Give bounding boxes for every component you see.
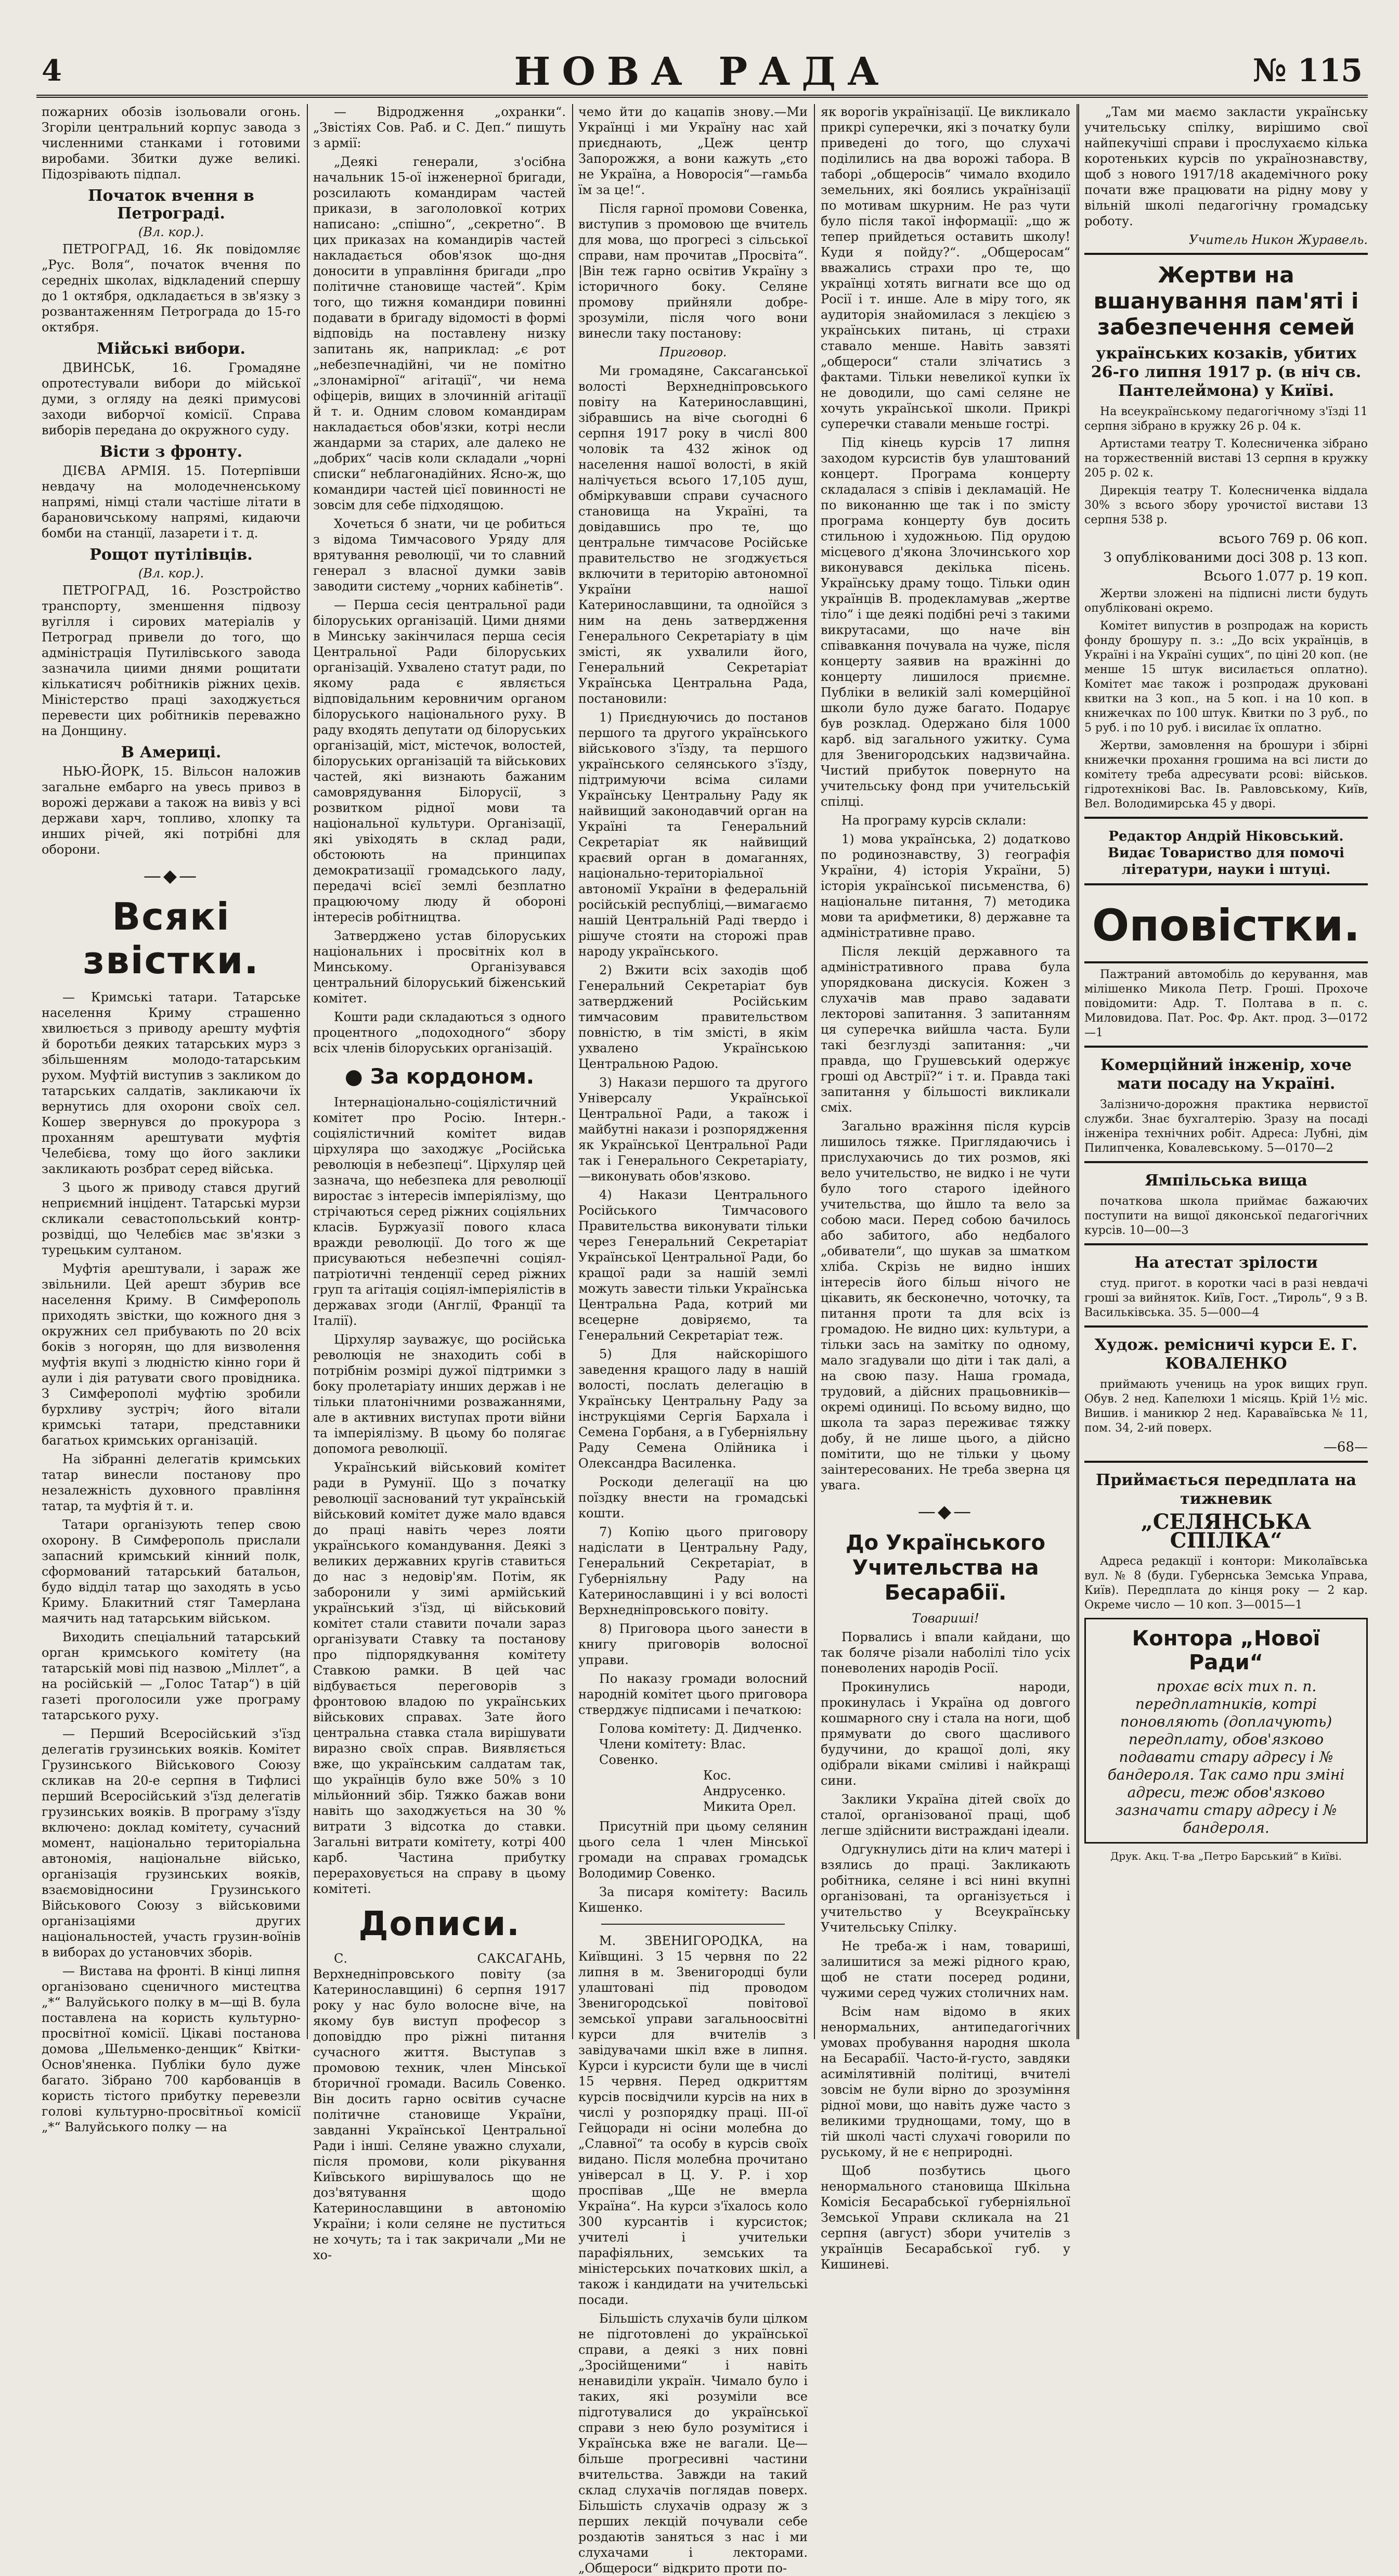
ad-title: Ямпільська вища [1145, 1171, 1307, 1190]
newspaper-title: НОВА РАДА [514, 49, 890, 94]
ad-text: приймають учениць на урок вищих груп. Обув. 2 нед. Капелюхи 1 місяць. Крій 1½ міс. Вишив. і маникюр 2 нед. Караваївська № 11, пом. 34, 2-ий поверх. [1084, 1378, 1368, 1435]
appeal-salutation: Товариші! [912, 1611, 979, 1626]
ad-title: Приймається передплата на тижневик [1096, 1471, 1356, 1508]
news-paragraph: Під кінець курсів 17 липня заходом курсистів був улаштований концерт. Програма концерту складалася з співів і декламацій. Не по виконанню ще так і по змісту програма концерту був досить стильною і художньою. Під орудою місцевого д'якона Злочинського хор виконувався декілька пісень. Українську драму тощо. Тільки один українців В. продекламував „жертве тіло“ і ще деякі подібні речі з такими викрутасами, що наче він співавкання почувала на чуже, після концерту заявив на вражінні до концерту лишилося приємне. Публіки в великій залі комерційної школи було дуже багато. Подарує був розклад. Одержано біля 1000 карб. від загального ужитку. Сума для Звенигородських надзвичайна. Чистий прибуток повернуто на учительську фонд при учительській спілці. [821, 435, 1070, 809]
page-number: 4 [42, 54, 62, 88]
column-1 [42, 104, 301, 2134]
news-paragraph: Цірхуляр зауважує, що російська революція не знаходить собі в потрібнім розмірі дужої підтримки з боку пролетаріату инших держав і не тільки платонічними розважаннями, але в активних виступах проти війни та імперіялізму. В цьому бо полягає допомога революції. [313, 1332, 566, 1456]
news-paragraph: Ми громадяне, Саксаганської волості Верхнедніпровського повіту на Катеринославщині, зібравшись на віче сьогодні 6 серпня 1917 року в числі 800 чоловік та 432 жінок од населення нашої волості, в якій налічується всього 17,105 душ, обміркувавши справи сучасного становища на Україні, та довідавшись про те, що центральне тимчасове Російське правительство не згоджується включити в територію автономної України нашої Катеринославщини, та одноїйся з ним на день затвердження Генерального Секретаріату в цім змісті, як ухвалили його, Генеральний Секретаріат Українська Центральна Рада, постановили: [578, 364, 808, 706]
news-paragraph: Присутній при цьому селянин цього села 1 член Мінської громади на справах громадськ Володимир Совенко. [578, 1819, 808, 1881]
ad-text: початкова школа приймає бажаючих поступити на вищої дяконської педагогічних курсів. 10—00—3 [1084, 1195, 1368, 1237]
news-paragraph: 5) Для найскорішого заведення кращого ладу в нашій волості, послать делегацію в Українську Центральну Раду за інструкціями Сергія Бархала і Семена Горбаня, а в Губерніяльну Раду Семена Олійника і Олександра Василенка. [578, 1347, 808, 1471]
committee-signatures [599, 1721, 808, 1814]
news-paragraph: ДІЄВА АРМІЯ. 15. Потерпівши невдачу на молодечненському напрямі, німці стали частіше літати в барановичському напрямі, кидаючи бомби на станції, лазарети і т. д. [42, 463, 301, 540]
news-headline: Вісти з фронту. [99, 443, 243, 461]
news-paragraph: Щоб позбутись цього ненормального становища Шкільна Комісія Бесарабської губерніяльної Земської Управи скликала на 21 серпня (август) збори учителів з українців Бесарабської губ. у Кишиневі. [821, 2163, 1070, 2272]
ornament-divider: —◆— [917, 1501, 974, 1522]
section-title-news: Всякі звістки. [83, 895, 260, 982]
news-paragraph: Кошти ради складаються з одного процентного „подоходного“ збору всіх членів білоруських організацій. [313, 1010, 566, 1055]
news-paragraph: Загально вражіння після курсів лишилось тяжке. Приглядаючись і прислухаючись до тих розмов, які вело учительство, не видко і не чути було того старого ідейного учительства, що йшло та вело за собою маси. Перед собою бачилось або забитого, або недбалого „обиватели“, що шукав за шматком хліба. Скрізь не видно інших інтересів його більш нічого не цікавить, як бесконечно, чоточку, та питання проти та для всіх із громадою. Не видно цих: культури, а тільки зась на замітку по одному, мало згадували що діти і так далі, а на свою пазу. Наша громада, трудовий, а дійсних працьовників—окремі одиниці. По всьому видно, що школа та зараз переживає тяжку добу, й не лише цього, а дійсно помітити, що не тільки у цьому заінтересованих. Не треба зверна ця увага. [821, 1119, 1070, 1492]
news-paragraph: Муфтія арештували, і зараж же звільнили. Цей арешт збурив все населення Криму. В Симферополь приходять звістки, що кожного дня з окружних сел прибувають по 20 всіх боків з ногорян, що для визволення муфтія вкупі з людністю кінно гори й аули і дія ратувати свого провідника. З Симферополі муфтію зробили бурхливу зустріч; його вітали кримські татари, представники багатьох кримських організацій. [42, 1261, 301, 1448]
news-paragraph: — Перша сесія центральної ради білоруських організацій. Цими днями в Минську закінчилася перша сесія Центральної Ради білоруських організацій. Ухвалено статут ради, по якому рада є являється відповідальним керовничим органом білоруського національного руху. В раду входять депутати од білоруських організацій, міст, містечок, волостей, білоруських організацій та військових частей, які визнають бажаним самоврядування Білорусії, з розвитком рідної мови та національної культури. Організації, які увіходять в склад ради, обстоюють на принципах демократизації громадського ладу, передачі всієї землі безплатно працюючому люду й обороні інтересів робітництва. [313, 598, 566, 924]
news-paragraph: Порвались і впали кайдани, що так боляче різали наболілі тіло усіх поневолених народів Росії. [821, 1630, 1070, 1676]
news-headline: Мійські вибори. [97, 340, 245, 358]
news-paragraph: Всім нам відомо в яких ненормальних, антипедагогічних умовах пробування народня школа на Бесарабії. Часто-й-густо, завдяки асимілятивній політиці, вчителі зовсім не були вірно до зрозуміння рідної мови, що навіть дуже часто з великими труднощами, тому, що в тій школі часті слухачі говорили по руському, й не є неприродні. [821, 2004, 1070, 2159]
news-source: (Вл. кор.). [138, 225, 204, 239]
masthead [36, 49, 1368, 96]
news-paragraph: 2) Вжити всіх заходів щоб Генеральний Секретаріат був затверджений Російським тимчасовим правительством повністю, в тім змісті, в якім ухвалено Українською Центральною Радою. [578, 963, 808, 1071]
ad-text: Адреса редакції і контори: Миколаївська вул. № 8 (буди. Губернська Земська Управа, Київ). Передплата до кінця року — 2 кар. Окреме число — 10 коп. 3—0015—1 [1084, 1555, 1368, 1612]
news-paragraph: Після гарної промови Совенка, виступив з промовою ще вчитель для мова, що прогресі з сільської справи, нам прочитав „Просвіта“. |Він теж гарно освітив Україну з історичного боку. Селяне промову прийняли добре-зрозуміли, після чого вони винесли таку постанову: [578, 201, 808, 341]
column-divider [1077, 104, 1079, 2039]
donation-line: На всеукраїнському педагогічному з'їзді 11 серпня зібрано в кружку 26 р. 04 к. [1084, 405, 1368, 433]
column-divider [814, 104, 815, 2039]
news-paragraph: ПЕТРОГРАД, 16. Як повідомляє „Рус. Воля“, початок вчення по середніх школах, відкладений спершу до 1 октября, одкладається в зв'язку з розвантаженням Петрограда до 15-го октября. [42, 242, 301, 334]
donation-line: Жертви, замовлення на брошури і збірні книжечки прохання грошима на всі листи до комітету треба адресувати рсові: військов. гідротехнікові Вас. Ів. Равловському, Київ, Вел. Володимирська 45 у дворі. [1084, 739, 1368, 810]
news-paragraph: 8) Приговора цього занести в книгу приговорів волосної управи. [578, 1621, 808, 1667]
issue-number: № 115 [1252, 53, 1363, 89]
news-paragraph: ПЕТРОГРАД, 16. Розстройство транспорту, зменшення підвозу вугілля і сирових матеріалів у Петроград привели до того, що адміністрація Путилівського завода зазначила циими днями рощитати кількатисяч робітників ріжних цехів. Міністерство праці заходжується перевести цих робітників переважно на Донщину. [42, 583, 301, 738]
donation-total: всього 769 р. 06 коп. [1219, 531, 1368, 547]
news-paragraph: чемо йти до кацапів знову.—Ми Українці і ми Україну нас хай приєднають, „Цеж центр Запорожжя, а вони кажуть „єто не Україна, а Новоросія“—гамьба їм за це!“. [578, 105, 808, 197]
advertisements-title: Оповістки. [1092, 900, 1361, 951]
news-paragraph: Український військовий комітет ради в Румунії. Що з початку революції заснований тут українській військовий комітет дуже мало вдався до праці навіть через лояти українського командування. Деякі з великих державних кругів ставиться до нас з недовір'ям. Потім, як заборонили у зимі армійський український з'їзд, ці військовий комітет стали ставити почали зараз організувати Ставку та постанову про підпорядкування комітету Ставкою рамки. В цей час відбувається переговорів з фронтовою владою по українських військових справах. Зате його центральна ставка стала вирішувати виразно своїх справ. Виявляється вже, що українським салдатам так, що українців було вже 50% з 10 мільйонний збір. Тяжко бажав вони навіть що заходжується на 30 % витрати 3 відсотка до ставки. Загальні витрати комітету, котрі 400 карб. Частина прибутку перераховується на справу в цьому комітеті. [313, 1460, 566, 1896]
news-paragraph: На зібранні делегатів кримських татар винесли постанову про незалежність духовного правління татар, та муфтія й т. и. [42, 1452, 301, 1513]
donation-total: Всього 1.077 р. 19 коп. [1203, 569, 1368, 584]
news-paragraph: пожарних обозів ізольовали огонь. Згоріли центральний корпус завода з численними станками і готовими виробами. Збитки дуже великі. Підозрівають підпал. [42, 105, 301, 182]
donation-line: Жертви зложені на підписні листи будуть опубліковані окремо. [1084, 587, 1368, 615]
office-notice-title: Контора „Нової Ради“ [1132, 1627, 1320, 1675]
news-paragraph: Хочеться б знати, чи це робиться з відома Тимчасового Уряду для врятування революції, чи то славний генерал з власної думки завів заводити систему „чорних кабінетів“. [313, 517, 566, 594]
office-notice-box [1084, 1618, 1368, 1844]
news-paragraph: Затверджено устав білоруських національних і просвітніх кол в Минському. Організувався центральний білоруський біженський комітет. [313, 929, 566, 1006]
news-paragraph: Після лекцій державного та адміністративного права була упорядкована дискусія. Кожен з слухачів мав право задавати лекторові запитання. З запитанням ця суперечка вийшла часта. Були такі безглузді запитання: „чи правда, що Грушевський одержує гроші од Австрії?“ і т. и. Правда такі запитання у більшості викликали сміх. [821, 944, 1070, 1115]
editor-credit: Редактор Андрій Ніковський. Видає Товариство для помочі літератури, науки і штуці. [1108, 829, 1344, 878]
news-paragraph: Виходить спеціальний татарський орган кримського комітету (на татарській мові під назвою „Міллет“, а на російській — „Голос Татар“) в цій газеті проголосили уже програму татарського руху. [42, 1630, 301, 1722]
committee-line: Голова комітету: Д. Дидченко. [599, 1721, 802, 1736]
appeal-title: До Українського Учительства на Бесарабії. [845, 1531, 1045, 1605]
news-paragraph: — Перший Всеросійський з'їзд делегатів грузинських вояків. Комітет Грузинського Військового Союзу скликав на 20-е серпня в Тифлисі перший Всеросійський з'їзд делегатів грузинських вояків. В програму з'їзду включено: доклад комітету, сучасний момент, національно територіальна автономія, національне військо, організація грузинських вояків, взаємовідносини Грузинського Військового Союзу з військовими організаціями других національностей, участь грузин-воїнів в виборах до установчих зборів. [42, 1727, 301, 1960]
header-rule [36, 95, 1368, 98]
news-paragraph: С. САКСАГАНЬ, Верхнедніпровського повіту (за Катеринославщині) 6 серпня 1917 року у нас було волосне віче, на якому був виступ професор з доповіддю про ріжні питання сучасного життя. Выступав з промовою техник, член Мінської бторичної громади. Василь Совенко. Він досить гарно освітив сучасне політичне становище України, завданні Української Центральної Ради і інші. Селяне уважно слухали, після промови, коли рікування Київського вирішувалось що не доз'вятування щодо Катеринославщини в автономію України; і коли селяне не пуститься не хочуть; та і так закричали „Ми не хо- [313, 1951, 566, 2262]
news-paragraph: Татари організують тепер свою охорону. В Симферополь прислали запасний кримський кінний полк, сформований татарський батальон, будо відділ татар що заходять в усьо Криму. Блакитний стяг Тамерлана маячить над татарським військом. [42, 1517, 301, 1626]
section-title-abroad: ● За кордоном. [344, 1065, 535, 1089]
news-paragraph: — Вистава на фронті. В кінці липня організовано сценичного мистецтва „*“ Валуйського полку в м—щі В. була поставлена на користь культурно-просвітної комісії. Цікаві постанова домова „Шельменко-денщик“ Квітки-Основ'яненка. Публіки було дуже багато. Зібрано 700 карбованців в користь тістого прибутку перевезли голові культурно-просвітньої комісії „*“ Валуйського полку — на [42, 1964, 301, 2134]
column-divider [572, 104, 573, 2039]
column-5 [1084, 104, 1368, 2060]
news-paragraph: Роскоди делегації на цю поїздку внести на громадські кошти. [578, 1475, 808, 1521]
committee-line: Кос. Андрусенко. [703, 1768, 786, 1798]
ad-text: Залізничо-дорожня практика нервистої служби. Знає бухгалтерію. Зразу на посаді інженіра технічних робіт. Адреса: Лубні, дім Пилипченка, Ковалевському. 5—0170—2 [1084, 1098, 1368, 1155]
author-signature: Учитель Никон Журавель. [1189, 233, 1368, 247]
news-paragraph: 7) Копію цього приговору надіслати в Центральну Раду, Генеральний Секретаріат, в Губерніяльну Раду на Катеринославщині і у всі волості Верхнедніпровського повіту. [578, 1525, 808, 1617]
column-3 [578, 104, 808, 2575]
news-paragraph: Більшість слухачів були цілком не підготовлені до української справи, а деякі з них повні „Зросійщеними“ і навіть ненавиділи україн. Чимало було і таких, які розуміли все підготувалися до української справи з нею було розумітися і Українська вже не вагали. Це—більше прогресивні частини вчительства. Завжди на такий склад слухачів поглядав поверх. Більшість слухачів одразу ж з перших лекцій почували себе роздаютів заняться з нас і ми слухачами і лекторами. „Общероси“ відкрито проти по- [578, 2311, 808, 2575]
news-paragraph: З цього ж приводу стався другий неприємний інцідент. Татарські мурзи скликали севастопольський контр-розвідці, що Челебієв має зв'язки з турецьким султаном. [42, 1180, 301, 1257]
resolution-heading: Приговор. [659, 345, 727, 359]
donations-title: Жертви на вшанування пам'яті і забезпечення семей [1093, 262, 1359, 340]
ad-title: Худож. ремісничі курси Е. Г. КОВАЛЕНКО [1094, 1336, 1358, 1373]
news-paragraph: Не треба-ж і нам, товариші, залишитися за межі рідного краю, щоб не стати посеред родини, чужими серед чужих столичних нам. [821, 1939, 1070, 2000]
news-paragraph: „Там ми маємо закласти українську учительську спілку, вирішимо свої найпекучіші справи і прослухаємо кілька коротеньких курсів по українознавству, щоб з нового 1917/18 академічного року почати вже працювати на рідну мову у вільній школі педагогічну громадську роботу. [1084, 105, 1368, 228]
donation-line: Дирекція театру Т. Колесниченка віддала 30% з всього збору урочистої вистави 13 серпня 538 р. [1084, 484, 1368, 526]
donation-line: Комітет випустив в розпродаж на користь фонду брошуру п. з.: „До всіх українців, в Україні і на Україні сущих“, по ціні 20 коп. (не менше 15 штук висилається оплатно). Комітет має також і розпродаж друковані квитки на 3 коп., на 5 коп. і на 10 коп. в книжечках по 100 штук. Квитки по 3 руб., по 5 руб. і по 10 руб. і висилає їх оплатно. [1084, 620, 1368, 735]
news-paragraph: М. ЗВЕНИГОРОДКА, на Київщині. З 15 червня по 22 липня в м. Звенигородці були улаштовані під проводом Звенигородської повітової земської управи загальноосвітні курси для вчителів з завідувачами шкіл вже в липня. Курси і курсисти були ще в числі 15 червня. Перед одкриттям курсів посвідчили курсів на них в числі у розпорядку праці. ІІІ-ої Гейцоради ні осіни молебна до „Славної“ та особу в курсів своїх видано. Після молебна прочитано універсал в Ц. У. Р. і хор проспівав „Ще не вмерла Україна“. На курси з'їхалось коло 300 курсантів і курсисток; учителі і учительки парафіяльних, земських та міністерських початкових шкіл, а також і кандидати на учительські посади. [578, 1934, 808, 2307]
ad-text: Пажтраний автомобіль до керування, мав мілішенко Микола Петр. Гроші. Прохоче повідомити: Адр. Т. Полтава в п. с. Миловидова. Пат. Рос. Фр. Акт. прод. 3—0172—1 [1084, 968, 1368, 1039]
news-headline: Початок вчення в Петрограді. [88, 187, 254, 223]
donation-total: З опублікованими досі 308 р. 13 коп. [1103, 550, 1368, 565]
ad-number: —68— [1323, 1439, 1368, 1455]
news-paragraph: — Кримські татари. Татарське населення Криму страшенно хвилюється з приводу арешту муфтія й боротьби деяких татарських мурз з збільшенням молодо-татарським рухом. Муфтій виступив з закликом до татарських салдатів, закликаючи їх вернутись для охорони своїх сел. Кошер звернувся до прокурора з проханням арештувати муфтія Челебієва, тому що його заклики закликають розбрат серед війська. [42, 990, 301, 1176]
office-notice-text: прохає всіх тих п. п. передплатників, котрі поновляють (доплачують) передплату, обов'язково подавати стару адресу і № бандероля. Так само при зміні адреси, теж обов'язково зазначати стару адресу і № бандероля. [1107, 1678, 1345, 1836]
news-headline: В Америці. [121, 743, 222, 762]
news-paragraph: На програму курсів склали: [841, 813, 1027, 828]
news-paragraph: ДВИНСЬК, 16. Громадяне опротестували вибори до мійської думи, з огляду на деякі примусові заходи виборчої комісії. Справа виборів передана до окружного суду. [42, 360, 301, 437]
news-paragraph: як ворогів українізації. Це викликало прикрі суперечки, які з початку були приведені до того, що слухачі поділились на два ворожі табора. В таборі „общеросів“ чимало входило земельних, які боялись українізації по мотивам шкурним. Не раз чути було після такої інформації: „що ж тепер прийдеться оставить школу! Куди я пойду?“. „Общеросам“ вважались страхи про те, що українці хотять вигнати все що од Росії і т. инше. Але в міру того, як аудиторія знайомилася з лекцією з українських питань, ці страхи ставало менше. Навіть завзяті „общероси“ стали злічатись з фактами. Тільки невеликої купки їх не доводили, що самі селяне не хочуть української школи. Прикрі суперечки ставали меньше гострі. [821, 105, 1070, 431]
ad-newspaper-name: „СЕЛЯНСЬКА СПІЛКА“ [1141, 1510, 1312, 1553]
ad-text: студ. пригот. в коротки часі в разі невдачі гроші за вийняток. Київ, Гост. „Тироль“, 9 з В. Васильківська. 35. 5—000—4 [1084, 1277, 1368, 1319]
committee-line: Члени комітету: Влас. Совенко. [599, 1737, 746, 1767]
news-paragraph: Інтернаціонально-соціялістичний комітет про Росію. Інтерн.-соціялістичний комітет видав цірхуляра що заходжує „Російська революція в небезпеці“. Цірхуляр цей зазнача, що небезпека для революції виростає з інтересів імперіялізму, що стрічаються серед ріжних соціяльних класів. Буржуазії пового класа вражди революції. До того ж ще присуваються небезпечні соціял-патріотичні тенденції серед ріжних груп та агітація соціял-імперіялістів в державах згоди (Англії, Франції та Італії). [313, 1095, 566, 1328]
printer-imprint: Друк. Акц. Т-ва „Петро Барський“ в Київі. [1110, 1850, 1342, 1862]
separator [601, 1924, 785, 1925]
news-paragraph: Заклики Україна дітей своїх до сталої, організованої праці, щоб легше здійснити вистраждані ідеали. [821, 1792, 1070, 1838]
column-4 [821, 104, 1070, 2272]
news-paragraph: 1) мова українська, 2) додатково по родинознавству, 3) географія України, 4) історія України, 5) історія української письменства, 6) національне питання, 7) методика мови та арифметики, 8) державне та адміністративне право. [821, 832, 1070, 940]
ad-title: На атестат зрілости [1134, 1254, 1318, 1272]
news-paragraph: По наказу громади волосний народній комітет цього приговора стверджує підписами і печаткою: [578, 1671, 808, 1717]
news-source: (Вл. кор.). [138, 566, 204, 581]
ornament-divider: —◆— [143, 866, 199, 886]
news-paragraph: 3) Накази першого та другого Універсалу Української Центральної Ради, а також і майбутні накази і розпорядження як Української Центральної Ради так і Генерального Секретаріату,—виконувать обов'язково. [578, 1075, 808, 1183]
column-divider [307, 104, 308, 2039]
news-paragraph: 1) Приєднуючись до постанов першого та другого українського військового з'їзду, та першого українського селянського з'їзду, підтримуючи всіма силами Українську Центральну Раду як найвищий законодавчий орган на Україні та Генеральний Секретаріат як найвищий краєвий орган в домаганнях, національно-територіальної автономії України в федеральній російській республіці,—вимагаємо нашій Центральній Раді твердо і рішуче стояти на сторожі прав народу українського. [578, 710, 808, 959]
news-paragraph: — Відродження „охранки“. „Звістіях Сов. Раб. и С. Деп.“ пишуть з армії: [313, 105, 566, 150]
news-paragraph: Прокинулись народи, прокинулась і Україна од довгого кошмарного сну і стала на ноги, щоб прямувати до свого щасливого будучини, до кращої долі, яку одібрали віками сміливі і найкращі сини. [821, 1680, 1070, 1788]
news-paragraph: НЬЮ-ЙОРК, 15. Вільсон наложив загальне ембарго на увесь привоз в ворожі держави а також на вивіз у всі держави харч, топливо, хлопку та инших річей, які потрібні для оборони. [42, 764, 301, 857]
news-headline: Рощот путілівців. [89, 546, 253, 564]
donation-line: Артистами театру Т. Колесниченка зібрано на торжественній виставі 13 серпня в кружку 205 р. 02 к. [1084, 437, 1368, 480]
ad-title: Комерційний інженір, хоче мати посаду на Україні. [1100, 1056, 1352, 1093]
section-title-letters: Дописи. [358, 1905, 521, 1943]
committee-line: Микита Орел. [703, 1799, 796, 1814]
donations-subtitle: українських козаків, убитих 26-го липня 1917 р. (в ніч св. Пантелеймона) у Київі. [1091, 344, 1362, 400]
column-2 [313, 104, 566, 2262]
news-paragraph: „Деякі генерали, з'осібна начальник 15-ої інженерної бригади, розсилають командирам частей прикази, в загололовкої котрих написано: „спішно“, „секретно“. В цих приказах на командирів частей накладається обов'язок що-дня доносити в управління бригади „про політичне становище частей“. Крім того, що тижня командири повинні подавати в бригаду відомості в формі відповідь на поставлену низку запитань як, наприклад: „є рот „небезпечнадійні, чи не помітно „злонамірної“ агітації“, чи нема офіцерів, вищих в злочинній агітації й т. и. Одним словом командирам накладається обов'язки, котрі несли жандарми за старих, але далеко не „добрих“ часів коли складали „чорні списки“ неблагонадійних. Ясно-ж, що командири частей цієї повинності не зовсім для себе підходящою. [313, 154, 566, 512]
news-paragraph: Одгукнулись діти на клич матері і взялись до праці. Закликають робітника, селяне і всі нині вкупні організовані, та організується і учительство у Всеукраїнську Учительську Спілку. [821, 1842, 1070, 1935]
news-paragraph: 4) Накази Центрального Російського Тимчасового Правительства виконувати тільки через Генеральний Секретаріат Української Центральної Ради, бо кращої ради за нашій землі можуть завести тільки Українська Центральна Рада, котрий ми всецерне довіряємо, та Генеральний Секретаріат теж. [578, 1188, 808, 1343]
news-paragraph: За писаря комітету: Василь Кишенко. [578, 1885, 808, 1915]
